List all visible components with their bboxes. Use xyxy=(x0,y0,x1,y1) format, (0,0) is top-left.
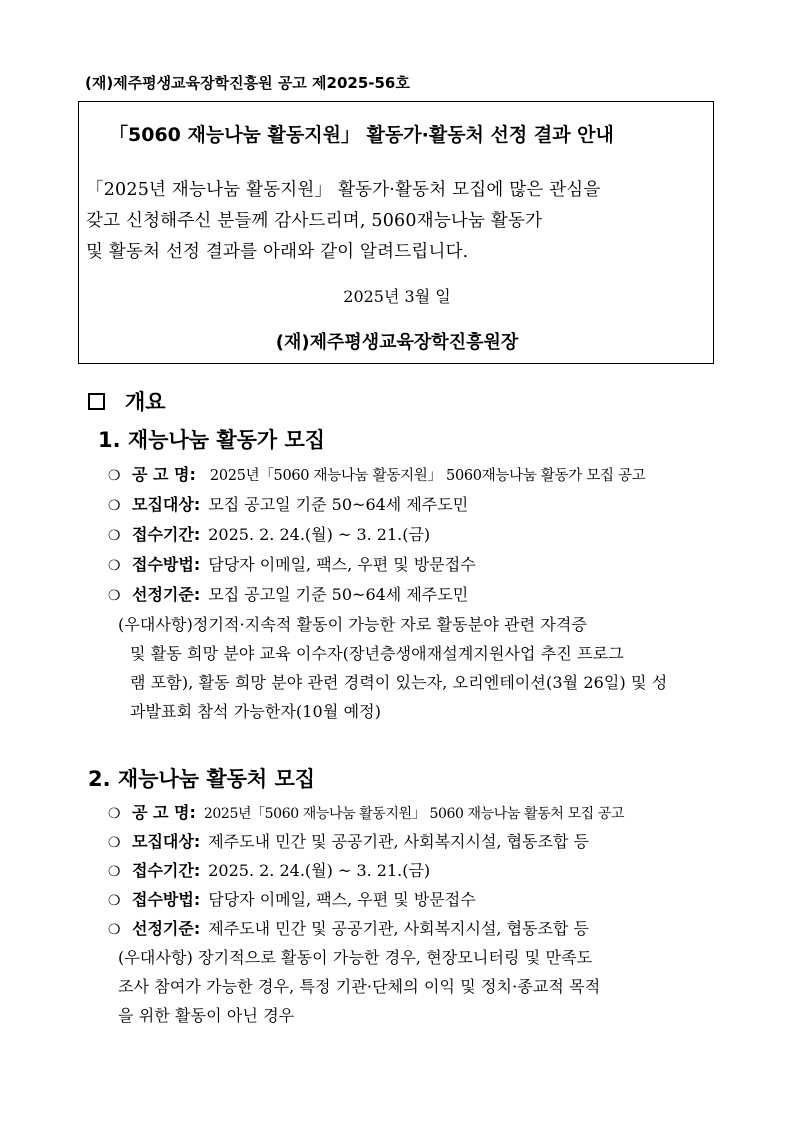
circle-bullet-icon: ❍ xyxy=(108,893,121,909)
item-text: 모집 공고일 기준 50~64세 제주도민 xyxy=(208,495,469,514)
overview-title: 개요 xyxy=(125,390,166,414)
announcement-line-2: 갖고 신청해주신 분들께 감사드리며, 5060재능나눔 활동가 xyxy=(86,211,543,231)
circle-bullet-icon: ❍ xyxy=(108,588,121,604)
announcement-line-1: 「2025년 재능나눔 활동지원」 활동가·활동처 모집에 많은 관심을 xyxy=(86,180,601,200)
circle-bullet-icon: ❍ xyxy=(108,468,121,484)
section-2-preference-line-2: 조사 참여가 가능한 경우, 특정 기관·단체의 이익 및 정치·종교적 목적 xyxy=(118,977,601,996)
notice-number: (재)제주평생교육장학진흥원 공고 제2025-56호 xyxy=(85,74,410,92)
section-2-item xyxy=(108,829,589,852)
section-2-preference-line-3: 을 위한 활동이 아닌 경우 xyxy=(118,1006,295,1025)
section-1-item xyxy=(108,582,468,605)
section-2-item xyxy=(108,916,589,939)
item-label: 접수기간: xyxy=(132,861,201,880)
item-text: 2025년「5060 재능나눔 활동지원」 5060재능나눔 활동가 모집 공고 xyxy=(209,468,646,484)
section-1-item xyxy=(108,552,476,575)
announcement-date: 2025년 3월 일 xyxy=(343,287,451,306)
circle-bullet-icon: ❍ xyxy=(108,922,121,938)
item-label: 모집대상: xyxy=(132,832,201,851)
section-1-item xyxy=(108,522,430,545)
section-1-preference-line-1: (우대사항)정기적·지속적 활동이 가능한 자로 활동분야 관련 자격증 xyxy=(118,615,587,634)
item-text: 제주도내 민간 및 공공기관, 사회복지시설, 협동조합 등 xyxy=(208,832,589,851)
announcement-box xyxy=(78,101,714,364)
checkbox-icon xyxy=(88,393,105,410)
item-text: 모집 공고일 기준 50~64세 제주도민 xyxy=(208,585,469,604)
item-label: 접수방법: xyxy=(132,555,201,574)
item-label: 선정기준: xyxy=(132,585,201,604)
item-text: 담당자 이메일, 팩스, 우편 및 방문접수 xyxy=(208,890,476,909)
section-1-title: 1. 재능나눔 활동가 모집 xyxy=(98,428,326,452)
section-1-preference-line-4: 과발표회 참석 가능한자(10월 예정) xyxy=(130,702,382,721)
announcement-signature: (재)제주평생교육장학진흥원장 xyxy=(275,332,519,353)
item-text: 2025년「5060 재능나눔 활동지원」 5060 재능나눔 활동처 모집 공고 xyxy=(203,806,625,822)
section-1-item xyxy=(108,462,645,485)
item-label: 선정기준: xyxy=(132,919,201,938)
item-label: 접수기간: xyxy=(132,525,201,544)
circle-bullet-icon: ❍ xyxy=(108,864,121,880)
circle-bullet-icon: ❍ xyxy=(108,835,121,851)
section-2-item xyxy=(108,887,476,910)
section-2-preference-line-1: (우대사항) 장기적으로 활동이 가능한 경우, 현장모니터링 및 만족도 xyxy=(118,948,593,967)
item-text: 2025. 2. 24.(월) ~ 3. 21.(금) xyxy=(208,525,431,544)
announcement-title: 「5060 재능나눔 활동지원」 활동가·활동처 선정 결과 안내 xyxy=(109,124,614,146)
circle-bullet-icon: ❍ xyxy=(108,558,121,574)
circle-bullet-icon: ❍ xyxy=(108,498,121,514)
section-1-item xyxy=(108,492,468,515)
item-label: 모집대상: xyxy=(132,495,201,514)
section-1-preference-line-3: 램 포함), 활동 희망 분야 관련 경력이 있는자, 오리엔테이션(3월 26일) 및 성 xyxy=(130,673,668,692)
overview-heading xyxy=(88,386,166,416)
circle-bullet-icon: ❍ xyxy=(108,806,121,822)
circle-bullet-icon: ❍ xyxy=(108,528,121,544)
announcement-line-3: 및 활동처 선정 결과를 아래와 같이 알려드립니다. xyxy=(86,242,469,262)
item-text: 제주도내 민간 및 공공기관, 사회복지시설, 협동조합 등 xyxy=(208,919,589,938)
item-label: 접수방법: xyxy=(132,890,201,909)
section-2-title: 2. 재능나눔 활동처 모집 xyxy=(88,767,316,791)
item-text: 담당자 이메일, 팩스, 우편 및 방문접수 xyxy=(208,555,476,574)
item-label: 공 고 명: xyxy=(132,465,196,484)
item-label: 공 고 명: xyxy=(132,803,196,822)
section-1-preference-line-2: 및 활동 희망 분야 교육 이수자(장년층생애재설계지원사업 추진 프로그 xyxy=(130,644,624,663)
section-2-item xyxy=(108,800,624,823)
item-text: 2025. 2. 24.(월) ~ 3. 21.(금) xyxy=(208,861,431,880)
section-2-item xyxy=(108,858,430,881)
